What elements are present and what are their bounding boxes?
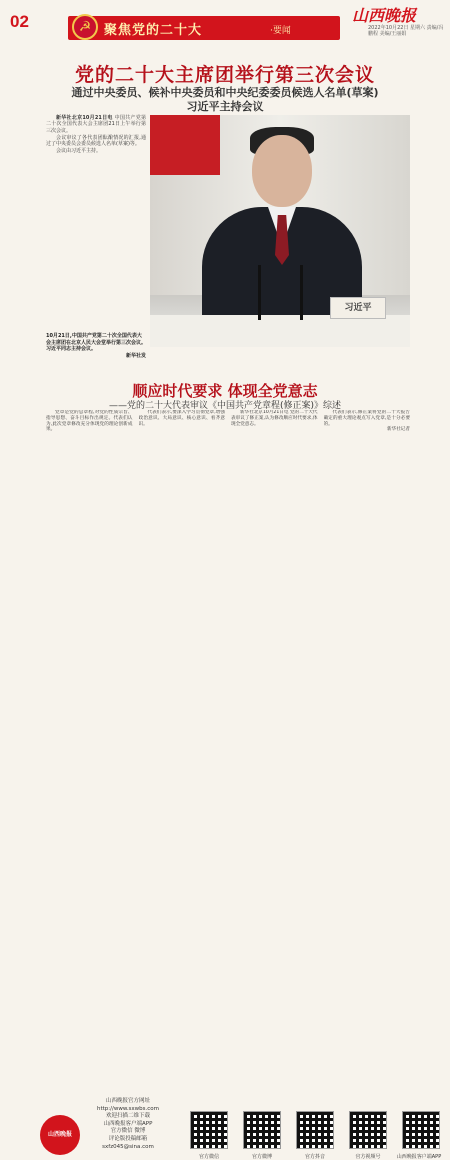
info-line: 官方微信 bbox=[110, 1128, 133, 1135]
article-column bbox=[324, 410, 411, 540]
article-paragraph: 会议审议了各代表团酝酿情况的汇报,通过了中央委员会委员候选人名单(草案)等。 bbox=[46, 134, 146, 148]
article-paragraph: 党章是党的总章程,对党的性质宗旨、指导思想、奋斗目标作出规定。代表们认为,此次党章修改充分体现党的理论创新成果。 bbox=[46, 410, 133, 433]
article-paragraph: 新华社北京10月21日电 党的二十大代表审议了修正案,认为修改顺应时代要求,体现全党意志。 bbox=[231, 410, 318, 427]
info-line: 山西晚报客户端APP bbox=[103, 1120, 153, 1127]
issue-meta: 2022年10月22日 星期六 责编/冯鹏程 美编/王丽娟 bbox=[368, 25, 444, 37]
qr-label: 官方微信 bbox=[198, 1154, 219, 1160]
page-header bbox=[0, 0, 450, 42]
qr-label: 官方微博 bbox=[251, 1154, 272, 1160]
qr-code-wechat[interactable] bbox=[190, 1111, 228, 1149]
caption-text: 10月21日,中国共产党第二十次全国代表大会主席团在北京人民大会堂举行第三次会议。习近平同志主持会议。 bbox=[46, 333, 147, 352]
info-line: 山西晚报官方网址 bbox=[105, 1098, 150, 1104]
page-number: 02 bbox=[10, 12, 29, 31]
second-article bbox=[46, 410, 410, 540]
party-emblem-icon: ☭ bbox=[72, 14, 98, 40]
caption-credit: 新华社发 bbox=[125, 352, 146, 359]
qr-label: 山西晚报客户端APP bbox=[396, 1154, 442, 1160]
contact-info bbox=[84, 1098, 172, 1151]
news-photo bbox=[150, 115, 410, 347]
article-column bbox=[139, 410, 226, 540]
article-paragraph: 会议由习近平主持。 bbox=[56, 148, 102, 155]
main-headline: 党的二十大主席团举行第三次会议 bbox=[74, 64, 375, 86]
qr-label: 官方视频号 bbox=[355, 1154, 381, 1160]
article-credit: 新华社记者 bbox=[387, 427, 410, 433]
website-link[interactable]: http://www.sxwbs.com bbox=[96, 1105, 160, 1112]
section-title: 聚焦党的二十大 bbox=[104, 23, 203, 38]
article-column bbox=[46, 410, 133, 540]
article-paragraph: 代表们表示,要深入学习贯彻党章,增强政治意识、大局意识、核心意识、看齐意识。 bbox=[138, 410, 225, 427]
second-headline: 顺应时代要求 体现全党意志 bbox=[132, 382, 318, 400]
lead-article bbox=[46, 115, 146, 156]
headline-subtitle-2: 习近平主持会议 bbox=[186, 100, 264, 113]
article-paragraph: 代表们表示,修正案将党的二十大报告确定的重大理论观点写入党章,是十分必要的。 bbox=[323, 410, 410, 427]
info-line: 欢迎扫描二维下载 bbox=[105, 1113, 150, 1120]
email-link[interactable]: sxfz045@sina.com bbox=[102, 1143, 154, 1150]
qr-label: 官方抖音 bbox=[304, 1154, 325, 1160]
qr-code-app[interactable] bbox=[402, 1111, 440, 1149]
article-column bbox=[231, 410, 318, 540]
page-footer bbox=[0, 543, 450, 1160]
photo-caption bbox=[46, 333, 146, 359]
qr-code-video[interactable] bbox=[349, 1111, 387, 1149]
article-paragraph: 中国共产党第二十次全国代表大会主席团21日上午举行第三次会议。 bbox=[46, 115, 146, 134]
qr-code-douyin[interactable] bbox=[296, 1111, 334, 1149]
dateline: 新华社北京10月21日电 bbox=[56, 115, 113, 121]
brand-logo: 山西晚报 bbox=[40, 1115, 80, 1155]
newspaper-logo: 山西晚报 bbox=[352, 6, 417, 25]
flag-backdrop bbox=[150, 115, 220, 175]
section-subtitle: ·要闻 bbox=[270, 26, 291, 36]
second-subtitle: ——党的二十大代表审议《中国共产党章程(修正案)》综述 bbox=[108, 401, 342, 411]
nameplate: 习近平 bbox=[330, 297, 386, 319]
headline-subtitle-1: 通过中央委员、候补中央委员和中央纪委委员候选人名单(草案) bbox=[71, 86, 379, 99]
info-line: 微博 bbox=[134, 1128, 146, 1135]
qr-code-weibo[interactable] bbox=[243, 1111, 281, 1149]
info-line: 评论版投稿邮箱 bbox=[108, 1135, 148, 1142]
